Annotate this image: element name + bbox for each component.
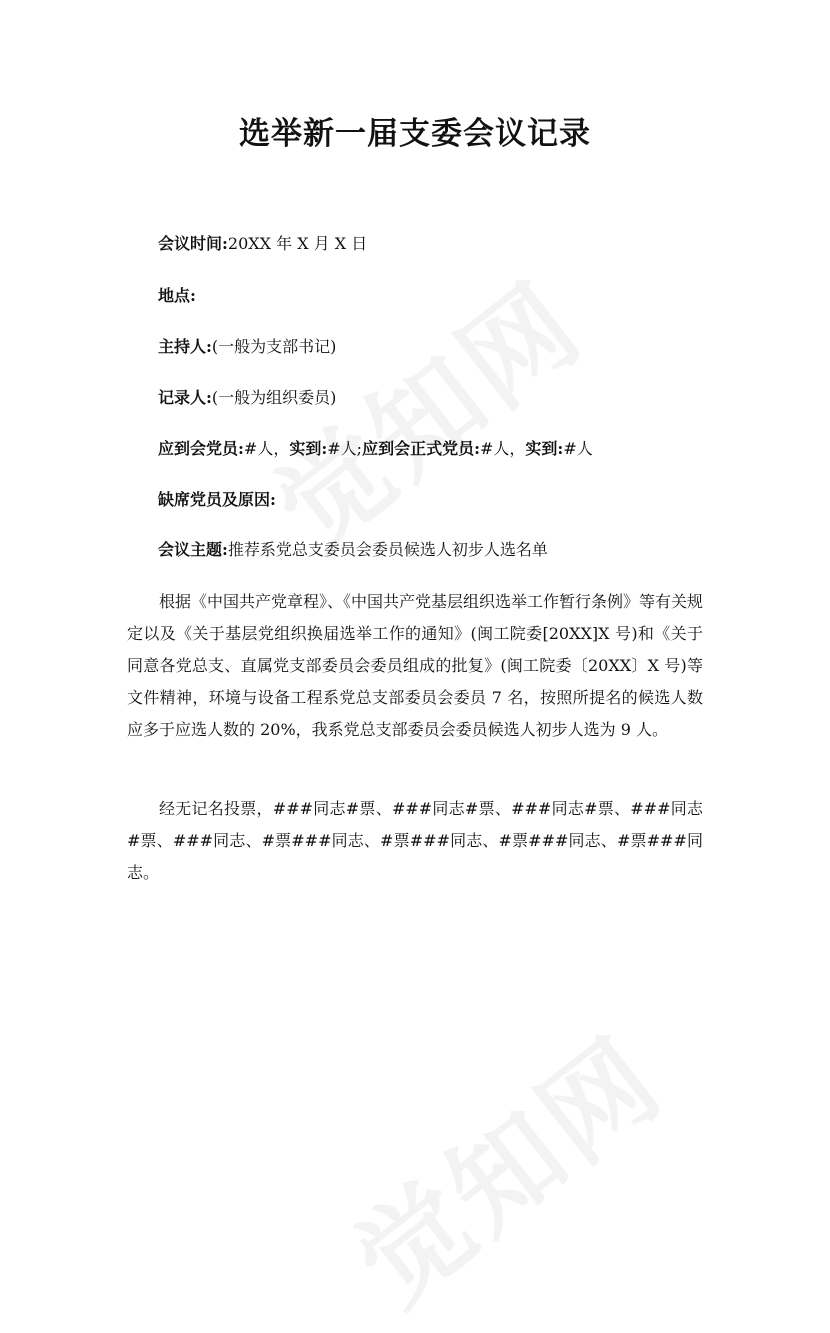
expected-members-value: #人， <box>243 439 290 458</box>
recorder-line <box>158 388 336 408</box>
recorder-value: (一般为组织委员) <box>211 388 337 407</box>
present-members-value: #人; <box>327 439 363 458</box>
body-paragraph: 根据《中国共产党章程》、《中国共产党基层组织选举工作暂行条例》等有关规定以及《关于基层党组织换届选举工作的通知》(闽工院委[20XX]X 号)和《关于同意各党总支、直属党支部委员会委员组成的批复》(闽工院委〔20XX〕X 号)等文件精神，环境与设备工程系党总支部委员会委员 7 名，按照所提名的候选人数应多于应选人数的 20%，我系党总支部委员会委员候选人初步人选为 9 人。 <box>127 592 704 739</box>
document-title: 选举新一届支委会议记录 <box>239 116 591 152</box>
meeting-place-line <box>158 286 196 306</box>
expected-full-members-label: 应到会正式党员: <box>362 439 480 458</box>
absent-label: 缺席党员及原因: <box>158 490 276 509</box>
host-value: (一般为支部书记) <box>211 337 337 356</box>
watermark <box>238 240 610 579</box>
meeting-time-label: 会议时间: <box>158 234 228 253</box>
expected-full-members-value: #人， <box>480 439 526 458</box>
meeting-time-value: 20XX 年 X 月 X 日 <box>227 234 368 253</box>
present-full-members-label: 实到: <box>525 439 564 458</box>
vote-paragraph: 经无记名投票，###同志#票、###同志#票、###同志#票、###同志#票、###同志、#票###同志、#票###同志、#票###同志、#票###同志。 <box>127 799 703 882</box>
present-full-members-value: #人 <box>563 439 593 458</box>
meeting-place-label: 地点: <box>158 286 196 305</box>
meeting-topic-line <box>158 540 548 560</box>
meeting-time-line <box>158 234 367 254</box>
host-label: 主持人: <box>158 337 212 356</box>
host-line <box>158 337 336 357</box>
present-members-label: 实到: <box>289 439 328 458</box>
recorder-label: 记录人: <box>158 388 212 407</box>
meeting-topic-label: 会议主题: <box>158 540 228 559</box>
absent-line <box>158 490 276 510</box>
meeting-topic-value: 推荐系党总支委员会委员候选人初步人选名单 <box>227 540 548 559</box>
attendance-line <box>158 439 593 459</box>
watermark <box>318 995 690 1333</box>
expected-members-label: 应到会党员: <box>158 439 244 458</box>
